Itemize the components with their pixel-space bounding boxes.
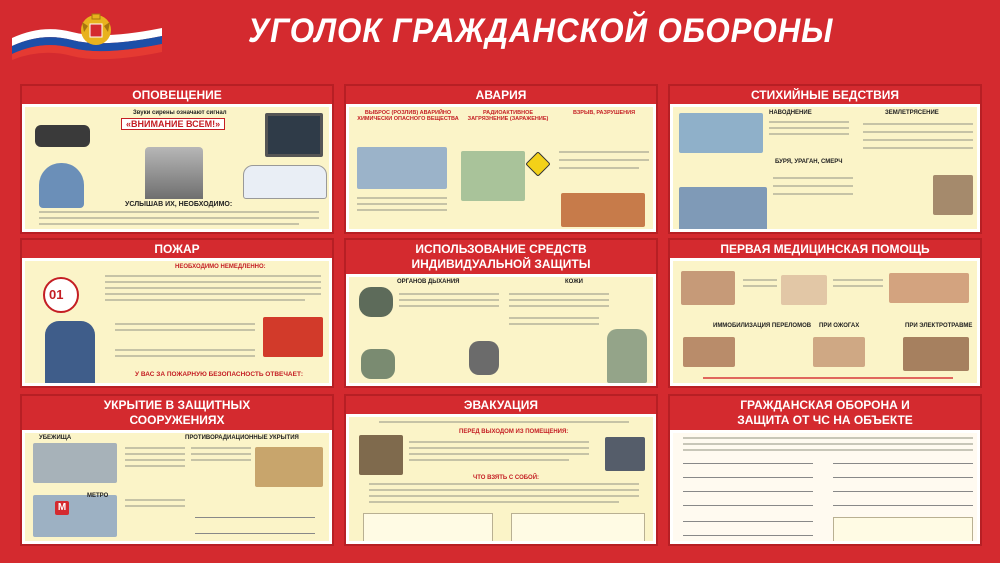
coat-of-arms-icon [81, 14, 111, 45]
tv-icon [265, 113, 323, 157]
chemical-scene-image [357, 147, 447, 189]
respirator-image [361, 349, 395, 379]
siren-icon [145, 147, 203, 199]
bleeding-image [889, 273, 969, 303]
evac-form-right [511, 513, 645, 541]
fire-footer: У ВАС ЗА ПОЖАРНУЮ БЕЗОПАСНОСТЬ ОТВЕЧАЕТ: [135, 371, 303, 378]
shelter-room-image [33, 443, 117, 483]
russian-flag-emblem [12, 10, 162, 60]
panel-title [670, 396, 980, 430]
signal-intro-text: Звуки сирены означают сигнал [133, 110, 227, 116]
gas-mask-image [359, 287, 393, 317]
signal-text: «ВНИМАНИЕ ВСЕМ!» [121, 118, 225, 130]
protective-suit-image [607, 329, 647, 383]
cpr-image [681, 271, 735, 305]
bandage-image [781, 275, 827, 305]
shelter-heading: УБЕЖИЩА [39, 435, 72, 441]
quake-image [933, 175, 973, 215]
radiation-sign-icon [525, 151, 550, 176]
board-title: УГОЛОК ГРАЖДАНСКОЙ ОБОРОНЫ [248, 12, 834, 50]
panel-title: АВАРИЯ [346, 86, 656, 104]
burn-image [813, 337, 865, 367]
child-mask-image [469, 341, 499, 375]
panel-fire [20, 238, 334, 388]
panel-title: ОПОВЕЩЕНИЕ [22, 86, 332, 104]
panel-natural-disasters [668, 84, 982, 234]
panel-accident [344, 84, 658, 234]
anti-radiation-heading: ПРОТИВОРАДИАЦИОННЫЕ УКРЫТИЯ [185, 435, 299, 441]
evac-bag-image [605, 437, 645, 471]
accident-col2-title: РАДИОАКТИВНОЕ ЗАГРЯЗНЕНИЕ (ЗАРАЖЕНИЕ) [467, 110, 549, 122]
nuclear-plant-image [461, 151, 525, 201]
fire-number: 01 [49, 287, 64, 302]
panel-alert [20, 84, 334, 234]
panel-title-line1: ИСПОЛЬЗОВАНИЕ СРЕДСТВ [415, 242, 587, 256]
accident-col3-title: ВЗРЫВ, РАЗРУШЕНИЯ [572, 110, 636, 116]
burns-heading: ПРИ ОЖОГАХ [819, 323, 860, 329]
panel-title-line2: ЗАЩИТА ОТ ЧС НА ОБЪЕКТЕ [737, 413, 913, 427]
panel-title: ЭВАКУАЦИЯ [346, 396, 656, 414]
person-phone-icon [39, 163, 84, 208]
panel-title [346, 240, 656, 274]
radio-icon [35, 125, 90, 147]
breath-heading: ОРГАНОВ ДЫХАНИЯ [397, 279, 460, 285]
skin-heading: КОЖИ [565, 279, 583, 285]
evac-take-heading: ЧТО ВЗЯТЬ С СОБОЙ: [473, 475, 540, 481]
panel-title: ПЕРВАЯ МЕДИЦИНСКАЯ ПОМОЩЬ [670, 240, 980, 258]
panel-title: ПОЖАР [22, 240, 332, 258]
panel-shelter [20, 394, 334, 546]
metro-label: МЕТРО [87, 493, 109, 499]
fire-must-heading: НЕОБХОДИМО НЕМЕДЛЕННО: [175, 264, 266, 270]
storm-image [679, 187, 767, 229]
firefighter-image [45, 321, 95, 383]
basement-image [255, 447, 323, 487]
metro-logo-icon: M [55, 501, 69, 515]
flood-heading: НАВОДНЕНИЕ [769, 110, 812, 116]
electric-image [903, 337, 969, 371]
flood-image [679, 113, 763, 153]
panel-title: СТИХИЙНЫЕ БЕДСТВИЯ [670, 86, 980, 104]
evac-before-heading: ПЕРЕД ВЫХОДОМ ИЗ ПОМЕЩЕНИЯ: [459, 429, 569, 435]
panel-title [22, 396, 332, 430]
defense-contact-box [833, 517, 973, 541]
panel-civil-defense-object [668, 394, 982, 546]
heard-text: УСЛЫШАВ ИХ, НЕОБХОДИМО: [125, 201, 233, 208]
panel-evacuation [344, 394, 658, 546]
splint-image [683, 337, 735, 367]
quake-heading: ЗЕМЛЕТРЯСЕНИЕ [885, 110, 939, 116]
storm-heading: БУРЯ, УРАГАН, СМЕРЧ [775, 159, 843, 165]
fire-truck-image [263, 317, 323, 357]
panel-title-line2: СООРУЖЕНИЯХ [129, 413, 225, 427]
panel-title-line2: ИНДИВИДУАЛЬНОЙ ЗАЩИТЫ [411, 257, 591, 271]
evac-form-left [363, 513, 493, 541]
police-car-icon [243, 165, 327, 199]
panel-first-aid [668, 238, 982, 388]
panel-title-line1: УКРЫТИЕ В ЗАЩИТНЫХ [103, 398, 251, 412]
metro-entrance-image [33, 495, 117, 537]
panel-title-line1: ГРАЖДАНСКАЯ ОБОРОНА И [740, 398, 910, 412]
panel-ppe [344, 238, 658, 388]
accident-col1-title: ВЫБРОС (РОЗЛИВ) АВАРИЙНО ХИМИЧЕСКИ ОПАСНОГО ВЕЩЕСТВА [357, 110, 459, 122]
immob-heading: ИММОБИЛИЗАЦИЯ ПЕРЕЛОМОВ [713, 323, 812, 329]
elec-heading: ПРИ ЭЛЕКТРОТРАВМЕ [905, 323, 973, 329]
evacuee-image [359, 435, 403, 475]
rescue-scene-image [561, 193, 645, 227]
